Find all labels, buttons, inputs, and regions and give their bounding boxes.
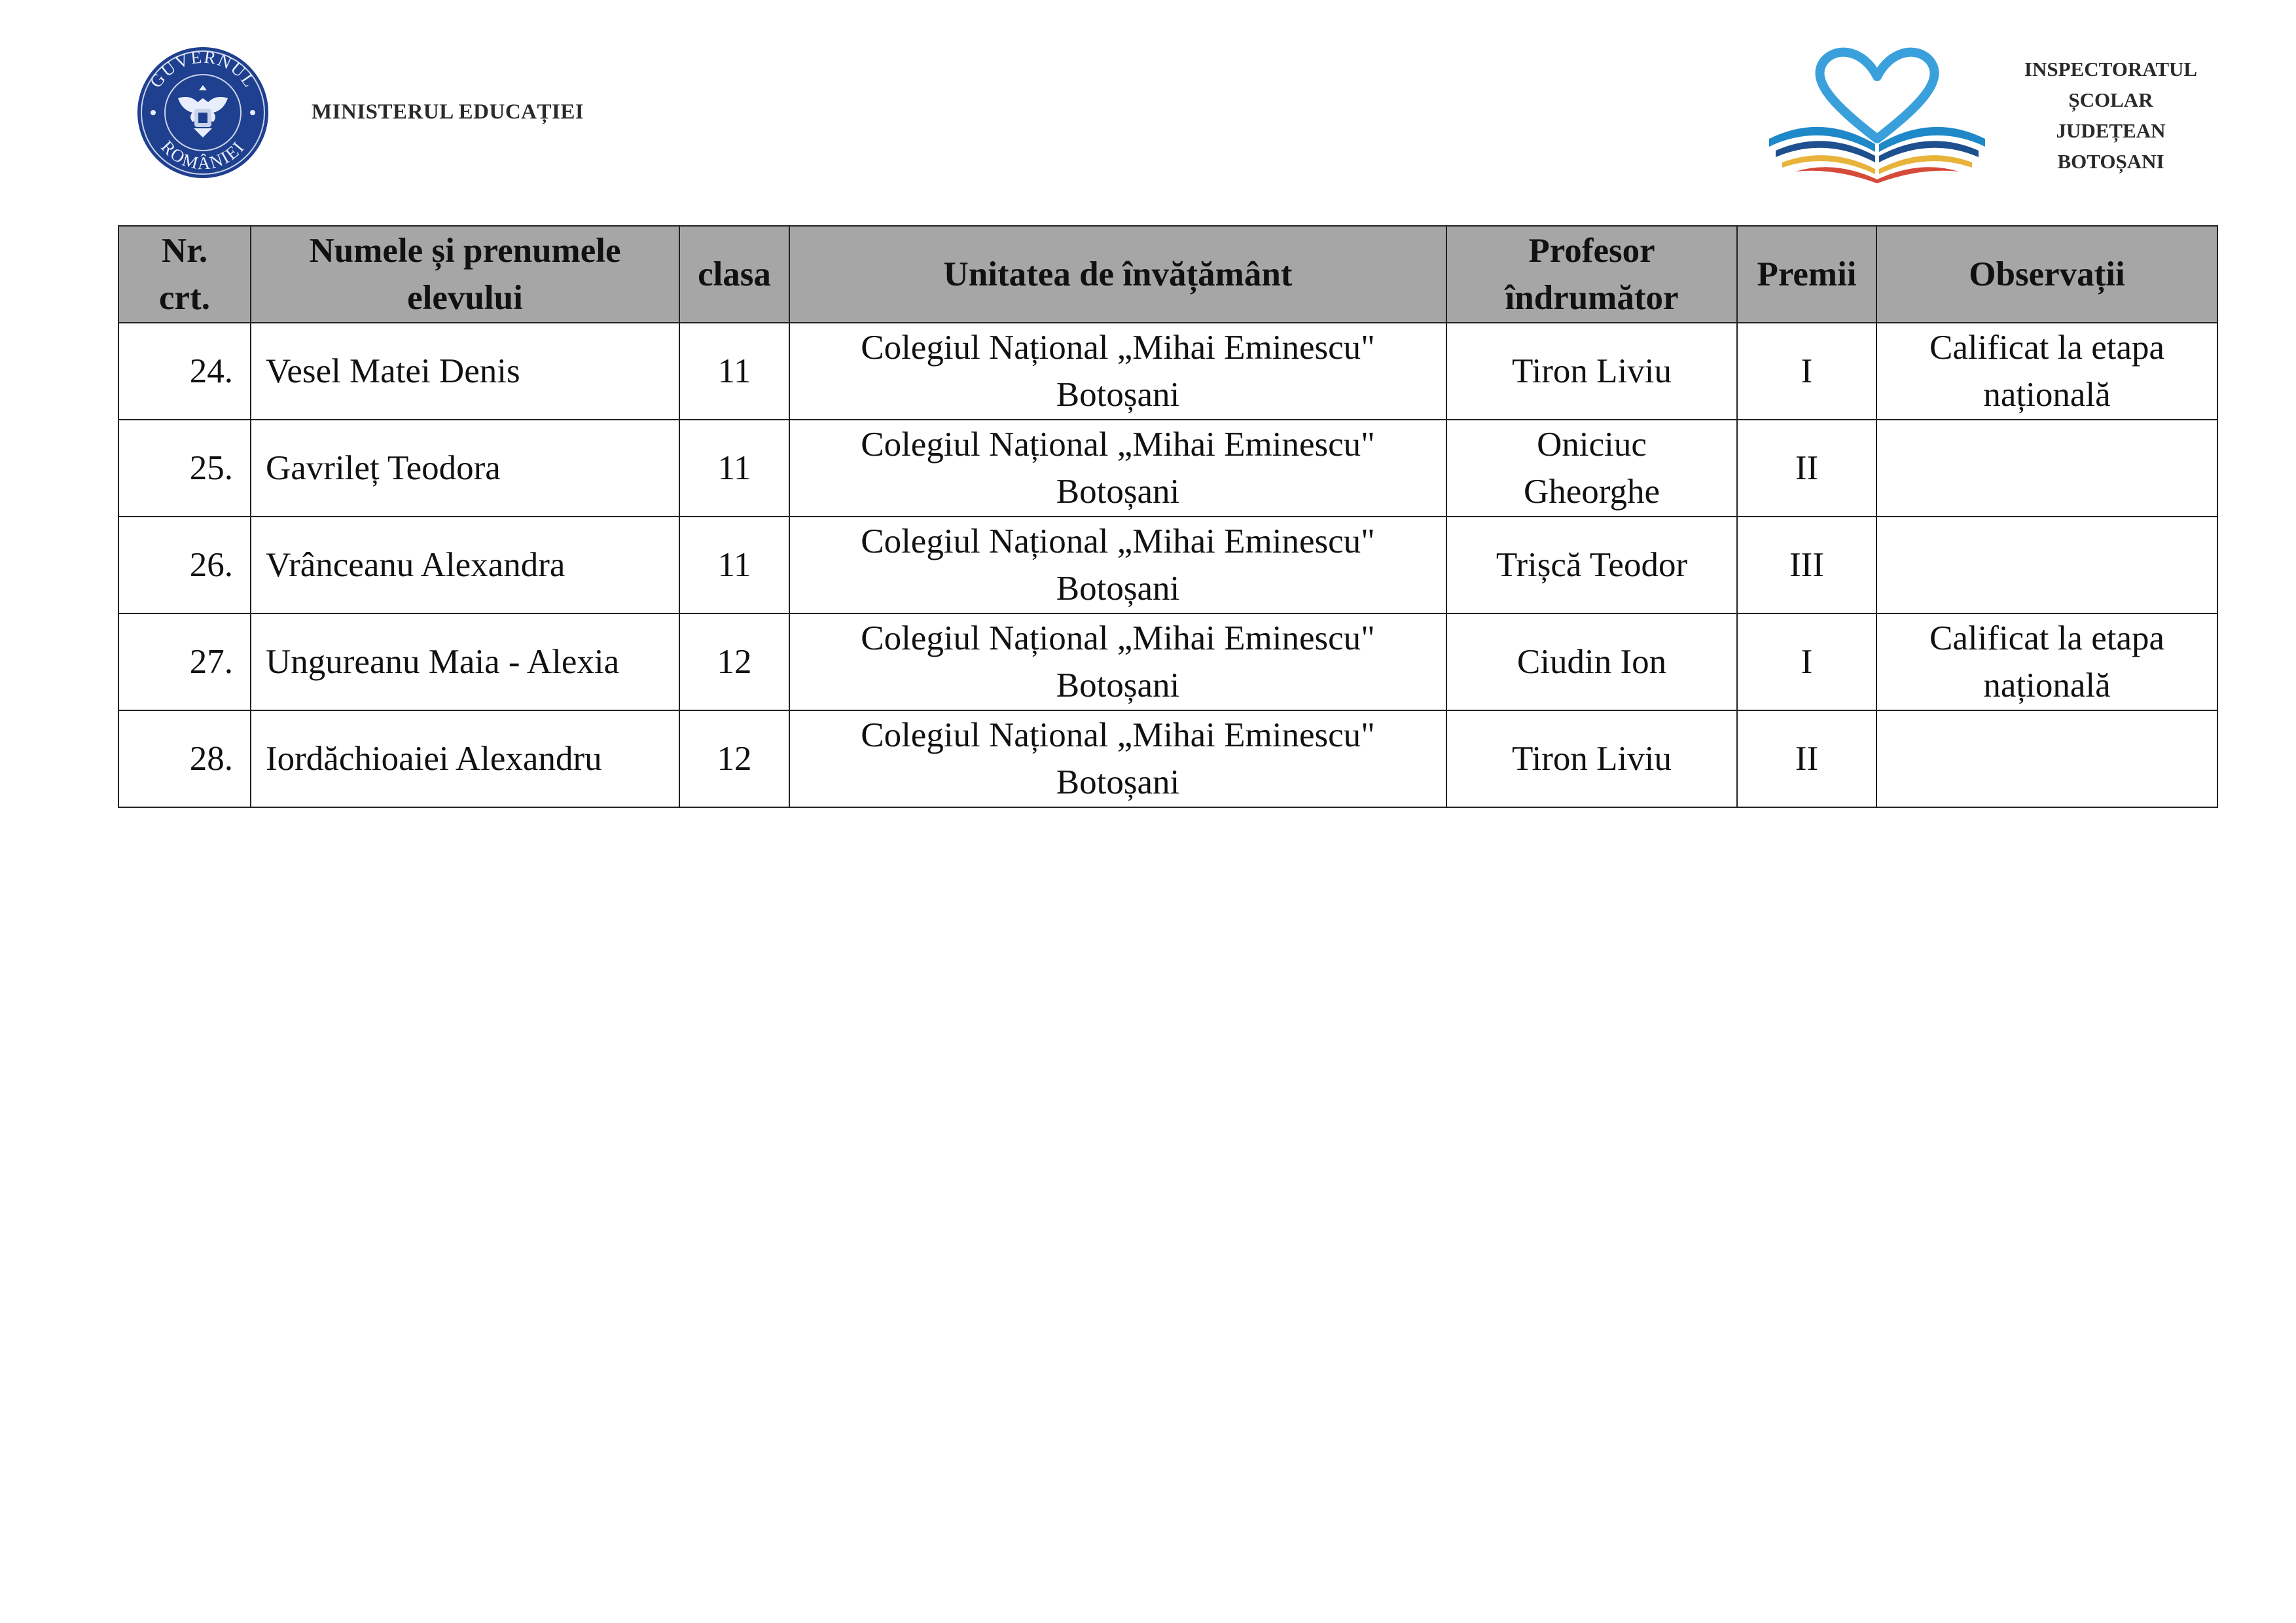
isj-name-line: ȘCOLAR (2068, 88, 2153, 111)
column-header-name (251, 226, 679, 323)
cell-nr: 28. (118, 710, 251, 807)
cell-nr: 27. (118, 613, 251, 710)
cell-line: Botoșani (1056, 666, 1180, 704)
header-line: Nr. (161, 232, 208, 270)
cell-nr: 24. (118, 323, 251, 420)
cell-clasa: 11 (679, 420, 789, 517)
cell-clasa: 12 (679, 613, 789, 710)
cell-teacher (1446, 420, 1737, 517)
cell-line: Colegiul Național „Mihai Eminescu" (861, 426, 1375, 464)
header-line: Observații (1969, 255, 2125, 293)
table-row (118, 420, 2217, 517)
cell-line: Trișcă Teodor (1496, 546, 1688, 584)
cell-nr: 26. (118, 517, 251, 613)
heart-book-icon (1756, 41, 1998, 185)
romanian-government-seal-icon (131, 45, 275, 181)
ministry-name: MINISTERUL EDUCAȚIEI (312, 100, 584, 124)
header-line: Premii (1757, 255, 1857, 293)
cell-clasa: 11 (679, 517, 789, 613)
cell-notes (1876, 517, 2217, 613)
cell-teacher (1446, 517, 1737, 613)
cell-line: Calificat la etapa (1929, 619, 2165, 657)
header-line: Profesor (1528, 232, 1655, 270)
cell-line: Calificat la etapa (1929, 329, 2165, 367)
cell-line: Gheorghe (1523, 473, 1660, 511)
isj-name (2000, 54, 2222, 177)
column-header-prize (1737, 226, 1876, 323)
header-line: elevului (407, 279, 523, 317)
cell-prize: I (1737, 613, 1876, 710)
cell-line: Colegiul Național „Mihai Eminescu" (861, 522, 1375, 560)
cell-line: națională (1983, 376, 2111, 414)
table-header-row (118, 226, 2217, 323)
cell-student-name: Iordăchioaiei Alexandru (251, 710, 679, 807)
header-line: îndrumător (1505, 279, 1679, 317)
isj-name-line: BOTOȘANI (2057, 150, 2164, 173)
header-line: clasa (698, 255, 771, 293)
cell-line: Tiron Liviu (1512, 352, 1672, 390)
cell-line: Colegiul Național „Mihai Eminescu" (861, 716, 1375, 754)
column-header-school (789, 226, 1446, 323)
header-line: Numele și prenumele (309, 232, 621, 270)
column-header-teacher (1446, 226, 1737, 323)
cell-line: Botoșani (1056, 570, 1180, 608)
cell-line: Colegiul Național „Mihai Eminescu" (861, 619, 1375, 657)
cell-school (789, 420, 1446, 517)
header-line: Unitatea de învățământ (943, 255, 1293, 293)
cell-clasa: 12 (679, 710, 789, 807)
cell-prize: II (1737, 420, 1876, 517)
cell-line: Botoșani (1056, 376, 1180, 414)
table-row (118, 613, 2217, 710)
cell-student-name: Vrânceanu Alexandra (251, 517, 679, 613)
cell-student-name: Ungureanu Maia - Alexia (251, 613, 679, 710)
cell-teacher (1446, 323, 1737, 420)
table-row (118, 517, 2217, 613)
cell-line: Ciudin Ion (1516, 643, 1667, 681)
cell-school (789, 323, 1446, 420)
cell-notes (1876, 420, 2217, 517)
cell-line: națională (1983, 666, 2111, 704)
cell-notes (1876, 613, 2217, 710)
isj-name-line: JUDEȚEAN (2056, 119, 2166, 142)
cell-line: Botoșani (1056, 473, 1180, 511)
cell-school (789, 517, 1446, 613)
cell-student-name: Vesel Matei Denis (251, 323, 679, 420)
cell-nr: 25. (118, 420, 251, 517)
cell-student-name: Gavrileț Teodora (251, 420, 679, 517)
cell-school (789, 710, 1446, 807)
cell-line: Colegiul Național „Mihai Eminescu" (861, 329, 1375, 367)
results-table (118, 225, 2218, 808)
cell-school (789, 613, 1446, 710)
cell-notes (1876, 710, 2217, 807)
table-row (118, 323, 2217, 420)
header-line: crt. (159, 279, 210, 317)
cell-line: Oniciuc (1537, 426, 1647, 464)
seal-ring-top-text: GUVERNUL (145, 46, 260, 92)
cell-prize: II (1737, 710, 1876, 807)
isj-name-line: INSPECTORATUL (2024, 58, 2198, 81)
cell-prize: III (1737, 517, 1876, 613)
cell-teacher (1446, 613, 1737, 710)
seal-ring-bottom-text: ROMÂNIEI (157, 136, 249, 173)
column-header-nr (118, 226, 251, 323)
cell-notes (1876, 323, 2217, 420)
column-header-notes (1876, 226, 2217, 323)
cell-teacher (1446, 710, 1737, 807)
cell-clasa: 11 (679, 323, 789, 420)
cell-prize: I (1737, 323, 1876, 420)
cell-line: Tiron Liviu (1512, 740, 1672, 778)
cell-line: Botoșani (1056, 763, 1180, 801)
table-row (118, 710, 2217, 807)
column-header-clasa (679, 226, 789, 323)
